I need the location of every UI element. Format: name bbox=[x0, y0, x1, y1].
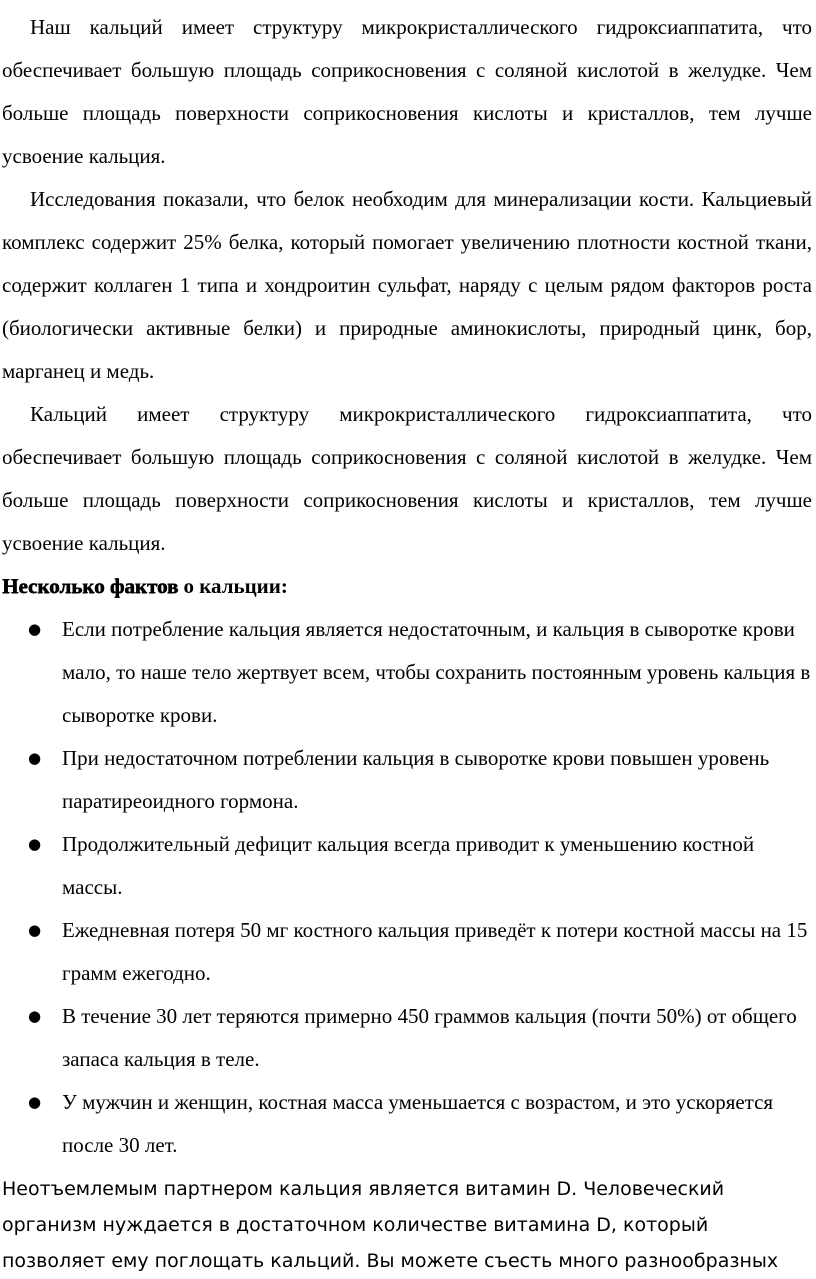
list-item-text: Если потребление кальция является недостаточным, и кальция в сыворотке крови мало, то наше тело жертвует всем, чтобы сохранить постоянным уровень кальция в сыворотке крови. bbox=[62, 617, 811, 727]
list-item bbox=[2, 995, 812, 1081]
bullet-icon: ● bbox=[28, 1093, 42, 1111]
facts-heading-rest: о кальции: bbox=[178, 574, 288, 598]
bullet-icon: ● bbox=[28, 1007, 42, 1025]
bullet-icon: ● bbox=[28, 921, 42, 939]
list-item bbox=[2, 909, 812, 995]
list-item-text: При недостаточном потреблении кальция в сыворотке крови повышен уровень паратиреоидного гормона. bbox=[62, 746, 770, 813]
facts-list bbox=[2, 608, 812, 1167]
list-item-text: У мужчин и женщин, костная масса уменьшается с возрастом, и это ускоряется после 30 лет. bbox=[62, 1090, 774, 1157]
list-item-text: В течение 30 лет теряются примерно 450 граммов кальция (почти 50%) от общего запаса кальция в теле. bbox=[62, 1004, 797, 1071]
list-item bbox=[2, 1081, 812, 1167]
facts-heading-emphasis: Несколько фактов bbox=[2, 574, 179, 598]
bullet-icon: ● bbox=[28, 835, 42, 853]
paragraph-microcrystalline: Наш кальций имеет структуру микрокристаллического гидроксиаппатита, что обеспечивает большую площадь соприкосновения с соляной кислотой в желудке. Чем больше площадь поверхности соприкосновения кислоты и кристаллов, тем лучше усвоение кальция. bbox=[2, 15, 812, 168]
bullet-icon: ● bbox=[28, 620, 42, 638]
paragraph-vitamin-d: Неотъемлемым партнером кальция является витамин D. Человеческий организм нуждается в достаточном количестве витамина D, который позволяет ему поглощать кальций. Вы можете съесть много разнообразных bbox=[2, 1178, 779, 1272]
list-item-text: Ежедневная потеря 50 мг костного кальция приведёт к потери костной массы на 15 грамм ежегодно. bbox=[62, 918, 808, 985]
list-item bbox=[2, 823, 812, 909]
list-item bbox=[2, 737, 812, 823]
list-item-text: Продолжительный дефицит кальция всегда приводит к уменьшению костной массы. bbox=[62, 832, 755, 899]
bullet-icon: ● bbox=[28, 749, 42, 767]
facts-heading bbox=[2, 565, 812, 608]
paragraph-calcium-structure: Кальций имеет структуру микрокристаллического гидроксиаппатита, что обеспечивает большую площадь соприкосновения с соляной кислотой в желудке. Чем больше площадь поверхности соприкосновения кислоты и кристаллов, тем лучше усвоение кальция. bbox=[2, 402, 812, 555]
paragraph-protein-research: Исследования показали, что белок необходим для минерализации кости. Кальциевый комплекс содержит 25% белка, который помогает увеличению плотности костной ткани, содержит коллаген 1 типа и хондроитин сульфат, наряду с целым рядом факторов роста (биологически активные белки) и природные аминокислоты, природный цинк, бор, марганец и медь. bbox=[2, 187, 812, 383]
list-item bbox=[2, 608, 812, 737]
